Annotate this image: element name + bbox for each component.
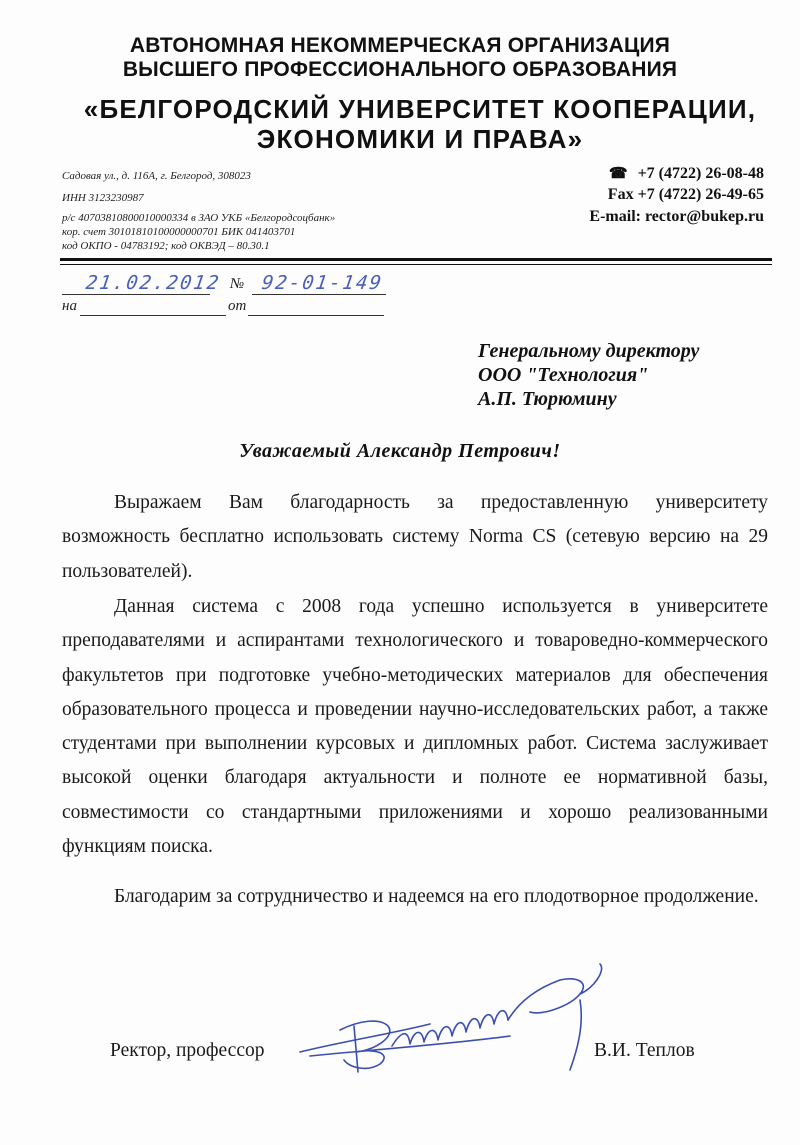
contact-phone — [609, 164, 764, 183]
university-name-line1: «БЕЛГОРОДСКИЙ УНИВЕРСИТЕТ КООПЕРАЦИИ, — [83, 94, 757, 124]
body-paragraph-1: Выражаем Вам благодарность за предоставленную университету возможность бесплатно использовать систему Norma CS (сетевую версию на 29 пользователей). — [62, 492, 768, 582]
body-paragraph-3: Благодарим за сотрудничество и надеемся на его плодотворное продолжение. — [114, 886, 759, 907]
letterhead-divider-thin — [60, 264, 772, 265]
telephone-icon: ☎ — [608, 166, 628, 182]
body-paragraph-2: Данная система с 2008 года успешно используется в университете преподавателями и аспирантами технологического и товароведно-коммерческого факультетов при подготовке учебно-методических материалов для обеспечения образовательного процесса и проведении научно-исследовательских работ, а также студентами при выполнении курсовых и дипломных работ. Система заслуживает высокой оценки благодаря актуальности и полноте ее нормативной базы, совместимости со стандартными приложениями и хорошо реализованными функциям поиска. — [62, 596, 768, 858]
outgoing-date-stamp: 21.02.2012 — [84, 272, 222, 294]
na-label: на — [62, 298, 77, 314]
number-underline — [252, 294, 386, 295]
address-street: Садовая ул., д. 116А, г. Белгород, 308023 — [62, 170, 251, 182]
org-type-line1: АВТОНОМНАЯ НЕКОММЕРЧЕСКАЯ ОРГАНИЗАЦИЯ — [129, 34, 671, 57]
ot-label: от — [228, 298, 247, 314]
address-inn: ИНН 3123230987 — [62, 192, 144, 204]
na-underline — [80, 315, 226, 316]
signatory-name: В.И. Теплов — [594, 1040, 695, 1061]
handwritten-signature — [280, 960, 630, 1080]
date-underline — [62, 294, 210, 295]
addressee-company: ООО "Технология" — [478, 364, 649, 386]
address-bank-account: р/с 40703810800010000334 в ЗАО УКБ «Белгородсоцбанк» — [62, 212, 336, 224]
letterhead-divider-thick — [60, 258, 772, 261]
outgoing-number-stamp: 92-01-149 — [260, 272, 385, 294]
address-correspondent-account: кор. счет 30101810100000000701 БИК 041403701 — [62, 226, 296, 238]
number-sign: № — [230, 276, 245, 292]
university-name-line2: ЭКОНОМИКИ И ПРАВА» — [256, 124, 584, 154]
contact-phone-number: +7 (4722) 26-08-48 — [637, 165, 764, 182]
addressee-name: А.П. Тюрюмину — [478, 388, 617, 410]
org-type-line2: ВЫСШЕГО ПРОФЕССИОНАЛЬНОГО ОБРАЗОВАНИЯ — [122, 58, 678, 81]
salutation: Уважаемый Александр Петрович! — [239, 440, 561, 462]
contact-fax: Fax +7 (4722) 26-49-65 — [607, 186, 764, 203]
address-codes: код ОКПО - 04783192; код ОКВЭД – 80.30.1 — [62, 240, 270, 252]
ot-underline — [248, 315, 384, 316]
signatory-position: Ректор, профессор — [110, 1040, 265, 1061]
addressee-position: Генеральному директору — [478, 340, 700, 362]
contact-email: E-mail: rector@bukep.ru — [589, 208, 764, 225]
